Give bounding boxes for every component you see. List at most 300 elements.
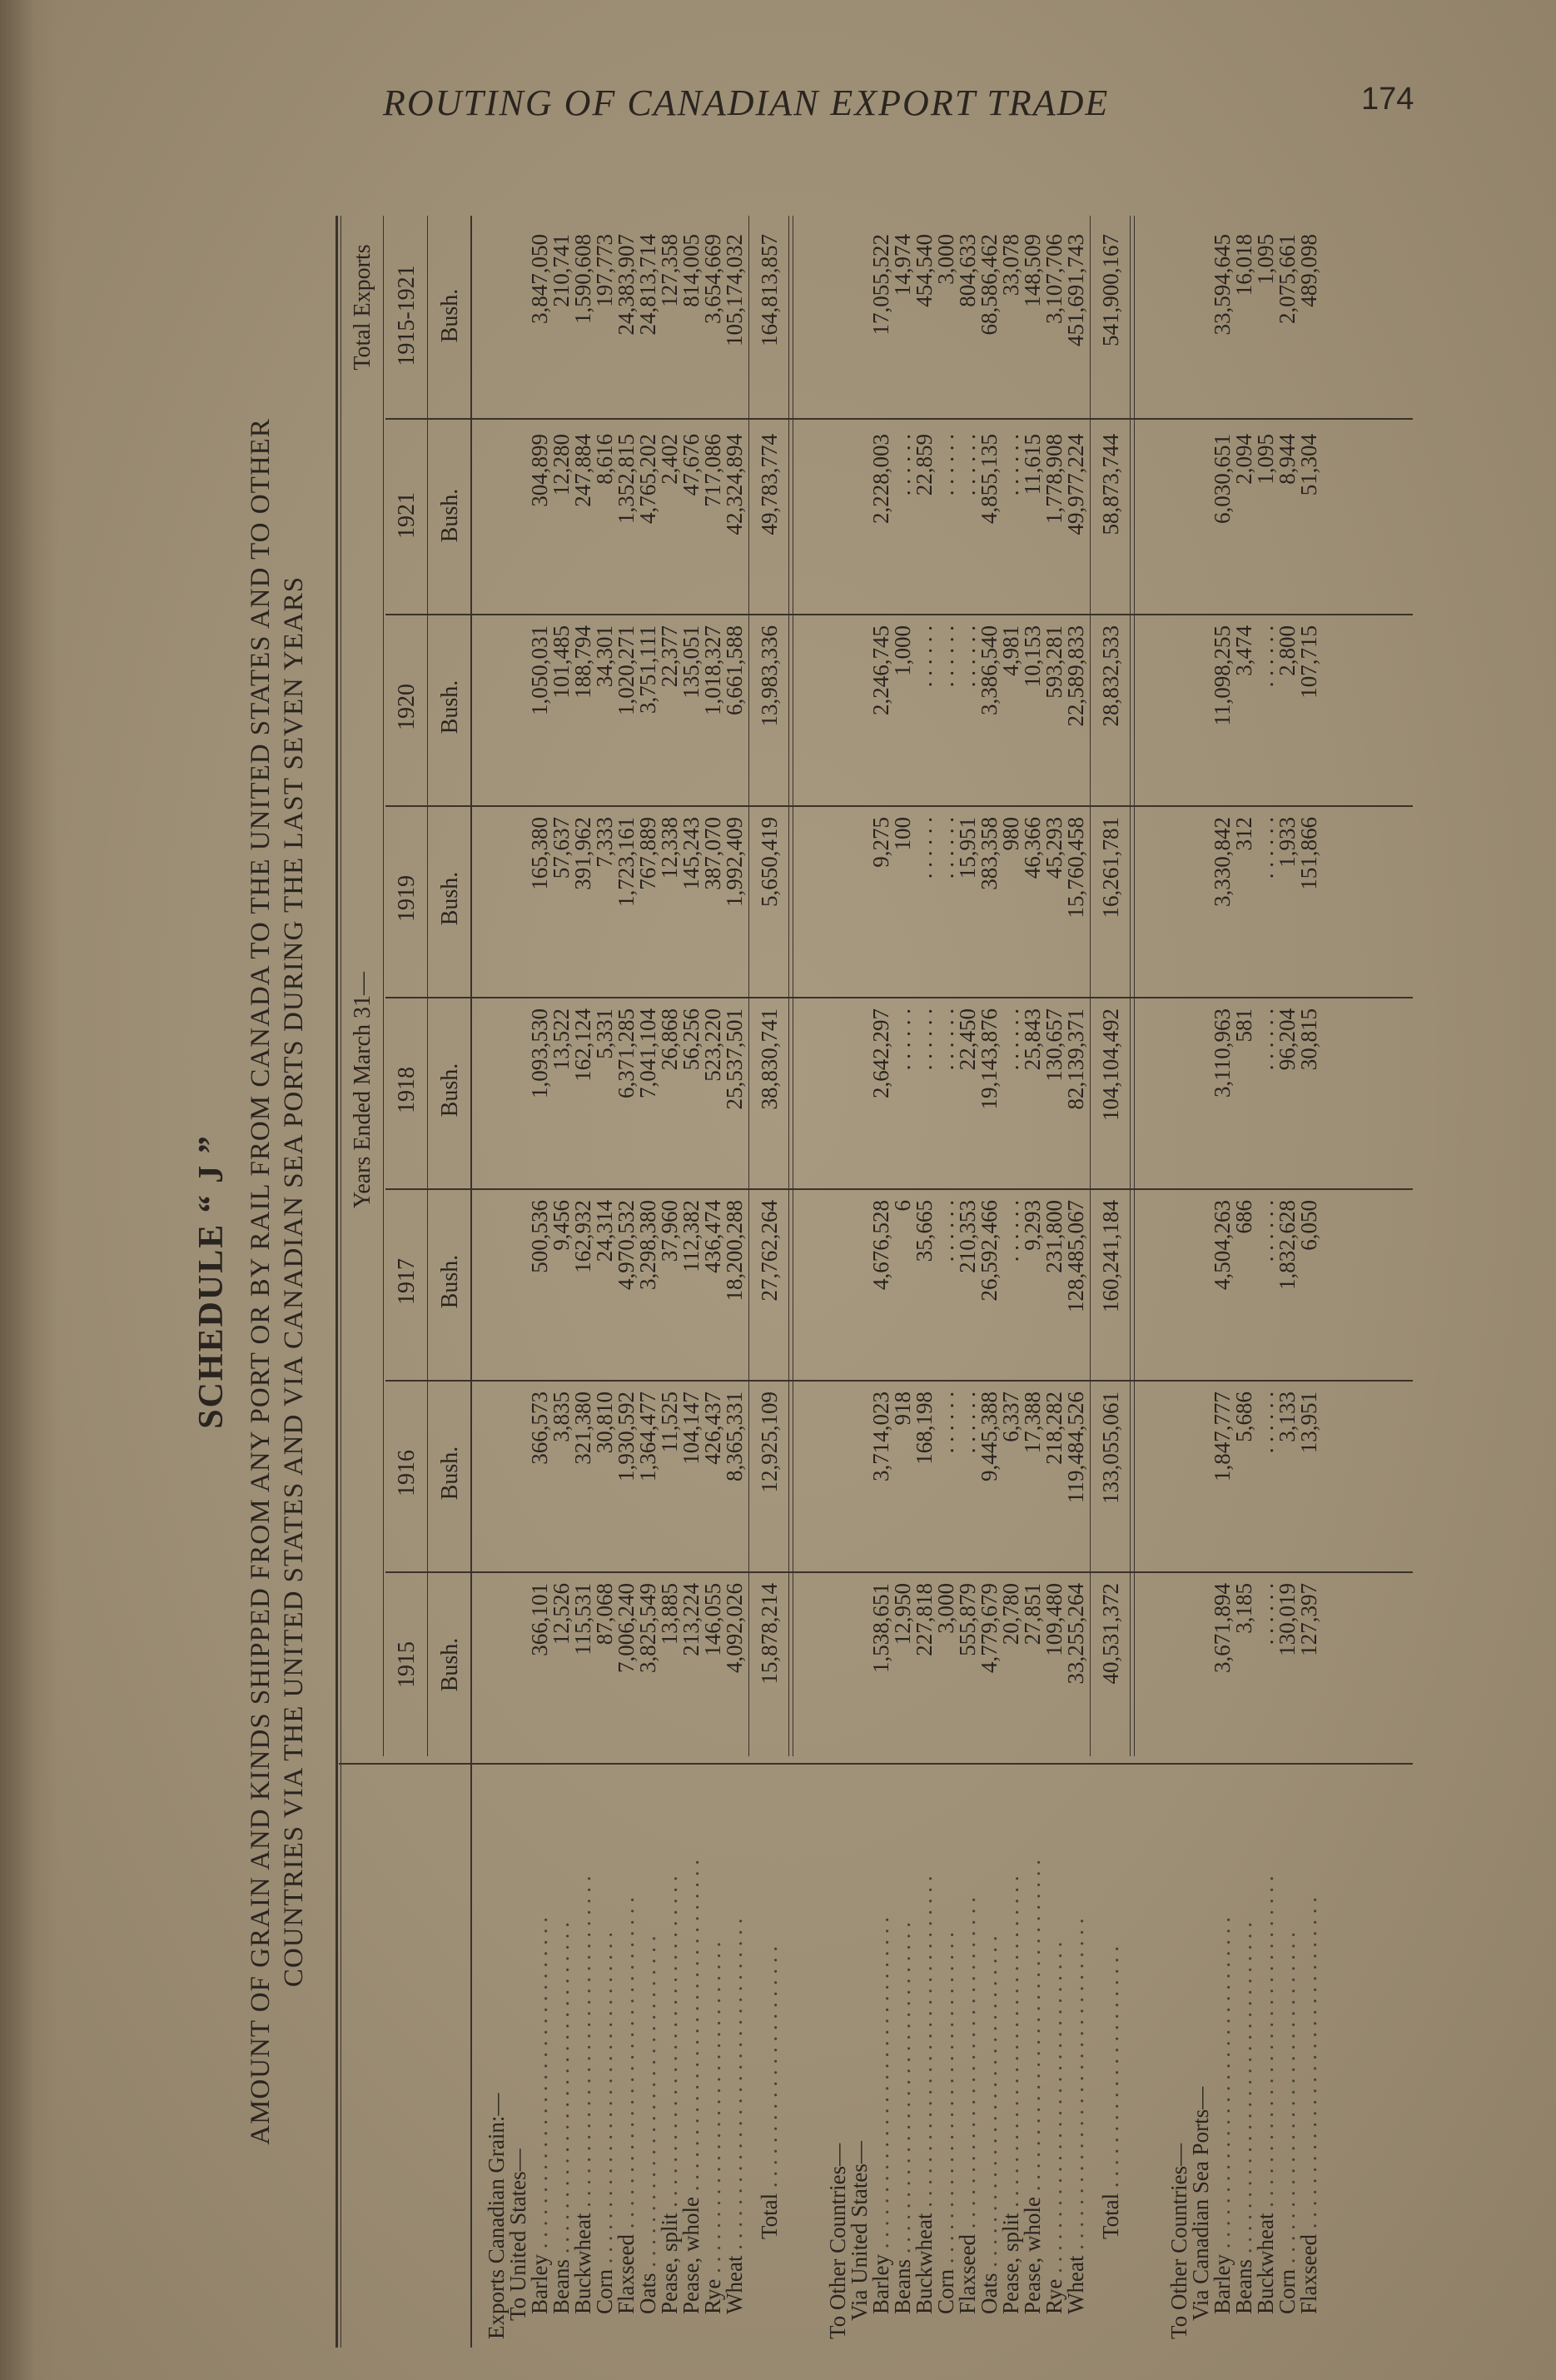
row-label bbox=[978, 1773, 1000, 2314]
table-cell: 3,654,669 bbox=[700, 234, 725, 324]
table-cell: 19,143,876 bbox=[977, 1008, 1002, 1110]
row-label-text: Flaxseed bbox=[955, 2234, 980, 2314]
row-label bbox=[1065, 1773, 1086, 2314]
section-heading: Exports Canadian Grain:— bbox=[484, 2093, 509, 2339]
table-cell: 3,000 bbox=[933, 234, 958, 285]
table-cell: 27,851 bbox=[1020, 1583, 1045, 1646]
table-cell: 593,281 bbox=[1041, 625, 1066, 699]
table-cell: 11,525 bbox=[657, 1392, 682, 1453]
total-double-rule bbox=[788, 216, 789, 1756]
row-label-text: Barley bbox=[527, 2254, 552, 2314]
total-cell: 58,873,744 bbox=[1098, 434, 1123, 535]
table-cell: 130,019 bbox=[1275, 1583, 1300, 1656]
column-rule bbox=[385, 1380, 1413, 1382]
table-cell: 218,282 bbox=[1041, 1392, 1066, 1465]
table-cell: 2,228,003 bbox=[868, 434, 893, 524]
leader-dots: . . . . . . . . . . . . . . . . . . . . . . . . . . . . . . bbox=[1231, 1922, 1256, 2260]
table-cell: 4,092,026 bbox=[722, 1583, 747, 1673]
row-label-text: Flaxseed bbox=[1296, 2234, 1321, 2314]
row-label-text: Corn bbox=[592, 2269, 617, 2314]
table-cell: 3,474 bbox=[1231, 625, 1256, 676]
table-cell: 46,366 bbox=[1020, 817, 1045, 879]
unit-header: Bush. bbox=[437, 680, 463, 734]
row-label-text: Buckwheat bbox=[570, 2213, 595, 2314]
table-cell: 146,055 bbox=[700, 1583, 725, 1656]
table-cell: 25,843 bbox=[1020, 1008, 1045, 1071]
table-cell: 489,098 bbox=[1296, 234, 1321, 307]
table-cell: 3,110,963 bbox=[1210, 1008, 1235, 1098]
table-cell: 2,402 bbox=[657, 434, 682, 485]
year-header-1920: 1920 bbox=[394, 684, 420, 730]
table-cell: 109,480 bbox=[1041, 1583, 1066, 1656]
table-cell: 717,086 bbox=[700, 434, 725, 507]
unit-header: Bush. bbox=[437, 1446, 463, 1501]
title-line-1: AMOUNT OF GRAIN AND KINDS SHIPPED FROM ANY PORT OR BY RAIL FROM CANADA TO THE UNITED STATES AND TO OTHER bbox=[246, 418, 276, 2145]
row-label bbox=[1022, 1773, 1043, 2314]
title-line-2: COUNTRIES VIA THE UNITED STATES AND VIA CANADIAN SEA PORTS DURING THE LAST SEVEN YEARS bbox=[279, 575, 309, 1988]
column-rule bbox=[385, 418, 1413, 420]
table-cell: 17,055,522 bbox=[868, 234, 893, 336]
table-cell: 312 bbox=[1231, 817, 1256, 851]
table-cell: 96,204 bbox=[1275, 1008, 1300, 1071]
table-cell: 17,388 bbox=[1020, 1392, 1045, 1454]
table-cell: 1,538,651 bbox=[868, 1583, 893, 1673]
leader-dots: . . . . . . . . . . . . . . . . . . . . . . . . . . . . . . bbox=[700, 1941, 725, 2279]
table-cell: 3,330,842 bbox=[1210, 817, 1235, 907]
table-cell: 366,573 bbox=[527, 1392, 552, 1465]
table-cell: 1,930,592 bbox=[614, 1392, 639, 1481]
table-cell: 33,078 bbox=[998, 234, 1023, 296]
table-cell: 162,932 bbox=[570, 1200, 595, 1273]
table-cell: 9,275 bbox=[868, 817, 893, 868]
table-cell: . . . . . . bbox=[912, 817, 937, 879]
table-cell: 188,794 bbox=[570, 625, 595, 699]
leader-dots: . . . . . . . . . . . . . . . . . . . . . . . . . . . . . . bbox=[614, 1897, 639, 2235]
table-cell: 165,380 bbox=[527, 817, 552, 890]
table-cell: 6,030,651 bbox=[1210, 434, 1235, 524]
table-cell: . . . . . . bbox=[998, 1200, 1023, 1262]
table-cell: 2,075,661 bbox=[1275, 234, 1300, 324]
leader-dots: . . . . . . . . . . . . . . . . . . . . . . . . . . . . . . bbox=[933, 1932, 958, 2269]
table-cell: 7,041,104 bbox=[635, 1008, 660, 1098]
row-label-text: Wheat bbox=[1063, 2255, 1088, 2314]
table-cell: 581 bbox=[1231, 1008, 1256, 1043]
table-cell: 366,101 bbox=[527, 1583, 552, 1656]
table-cell: 26,868 bbox=[657, 1008, 682, 1071]
row-label bbox=[1043, 1773, 1065, 2314]
book-binding-edge bbox=[0, 0, 58, 2380]
table-cell: . . . . . . bbox=[998, 1008, 1023, 1071]
table-cell: 1,352,815 bbox=[614, 434, 639, 524]
table-cell: 22,377 bbox=[657, 625, 682, 688]
table-cell: . . . . . . bbox=[1253, 1008, 1278, 1071]
table-cell: 6,661,588 bbox=[722, 625, 747, 715]
table-cell: 6,050 bbox=[1296, 1200, 1321, 1251]
section-heading: Via Canadian Sea Ports— bbox=[1188, 2086, 1213, 2321]
table-cell: 1,095 bbox=[1253, 434, 1278, 485]
total-cell: 13,983,336 bbox=[757, 625, 782, 727]
table-cell: 767,889 bbox=[635, 817, 660, 890]
row-label bbox=[935, 1773, 957, 2314]
years-rule bbox=[427, 216, 428, 1756]
table-cell: 918 bbox=[890, 1392, 915, 1426]
row-label-text: Barley bbox=[868, 2254, 893, 2314]
total-cell: 160,241,184 bbox=[1098, 1200, 1123, 1312]
table-cell: 51,304 bbox=[1296, 434, 1321, 496]
leader-dots: . . . . . . . . . . . . . . . . . . . . . . . . . . . . . . bbox=[722, 1918, 747, 2256]
table-cell: . . . . . . bbox=[933, 625, 958, 688]
row-label-text: Oats bbox=[977, 2273, 1002, 2314]
table-cell: 128,485,067 bbox=[1063, 1200, 1088, 1312]
year-header-1921: 1921 bbox=[394, 492, 420, 539]
table-cell: 227,818 bbox=[912, 1583, 937, 1656]
table-cell: 127,358 bbox=[657, 234, 682, 307]
table-cell: 555,879 bbox=[955, 1583, 980, 1656]
table-cell: 3,847,050 bbox=[527, 234, 552, 324]
table-cell: 387,070 bbox=[700, 817, 725, 890]
table-cell: 1,093,530 bbox=[527, 1008, 552, 1098]
table-cell: 10,153 bbox=[1020, 625, 1045, 688]
running-head: ROUTING OF CANADIAN EXPORT TRADE bbox=[383, 82, 1110, 123]
table-cell: 13,885 bbox=[657, 1583, 682, 1646]
section-heading: To Other Countries— bbox=[1166, 2143, 1191, 2339]
table-cell: 104,147 bbox=[679, 1392, 703, 1465]
table-cell: 9,445,388 bbox=[977, 1392, 1002, 1481]
table-cell: 426,437 bbox=[700, 1392, 725, 1465]
total-cell: 49,783,774 bbox=[757, 434, 782, 535]
table-cell: 436,474 bbox=[700, 1200, 725, 1273]
schedule-heading: SCHEDULE “ J ” bbox=[192, 1134, 231, 1429]
table-cell: 13,951 bbox=[1296, 1392, 1321, 1454]
table-cell: 6 bbox=[890, 1200, 915, 1212]
row-label bbox=[1276, 1773, 1298, 2314]
table-cell: 18,200,288 bbox=[722, 1200, 747, 1302]
row-label bbox=[659, 1773, 680, 2314]
leader-dots: . . . . . . . . . . . . . . . . . . . . . . . . . . . . . . bbox=[1296, 1897, 1321, 2235]
row-label bbox=[892, 1773, 913, 2314]
table-cell: 4,970,532 bbox=[614, 1200, 639, 1290]
total-double-rule bbox=[1130, 216, 1131, 1756]
table-cell: 145,243 bbox=[679, 817, 703, 890]
row-label bbox=[572, 1773, 594, 2314]
table-cell: . . . . . . bbox=[933, 434, 958, 496]
table-cell: 135,051 bbox=[679, 625, 703, 699]
column-rule bbox=[385, 805, 1413, 807]
row-label-text: Beans bbox=[890, 2259, 915, 2314]
row-label bbox=[1255, 1773, 1276, 2314]
row-label bbox=[723, 1773, 745, 2314]
table-cell: 68,586,462 bbox=[977, 234, 1002, 336]
row-label bbox=[1211, 1773, 1233, 2314]
table-cell: 22,859 bbox=[912, 434, 937, 496]
row-label-text: Corn bbox=[933, 2269, 958, 2314]
table-cell: 1,847,777 bbox=[1210, 1392, 1235, 1481]
row-label-text: Flaxseed bbox=[614, 2234, 639, 2314]
row-label bbox=[550, 1773, 572, 2314]
total-rule bbox=[748, 216, 749, 1756]
column-rule bbox=[385, 614, 1413, 615]
table-cell: 1,000 bbox=[890, 625, 915, 676]
row-label bbox=[1000, 1773, 1022, 2314]
section-heading: Via United States— bbox=[847, 2141, 872, 2321]
table-cell: 1,018,327 bbox=[700, 625, 725, 715]
leader-dots: . . . . . . . . . . . . . . . . . . . . . . . . . . . . . . bbox=[912, 1875, 937, 2213]
leader-dots: . . . . . . . . . . . . . . . . . . . . . . . . . . . . . . bbox=[1020, 1860, 1045, 2198]
table-cell: 3,671,894 bbox=[1210, 1583, 1235, 1673]
leader-dots: . . . . . . . . . . . . . . . . . . . . . . . . . . . . . . bbox=[549, 1922, 574, 2260]
table-cell: 107,715 bbox=[1296, 625, 1321, 699]
row-label bbox=[615, 1773, 637, 2314]
table-cell: 56,256 bbox=[679, 1008, 703, 1071]
year-header-1915-1921: 1915-1921 bbox=[394, 265, 420, 366]
table-cell: 7,333 bbox=[592, 817, 617, 868]
table-cell: 14,974 bbox=[890, 234, 915, 296]
table-cell: 1,723,161 bbox=[614, 817, 639, 907]
table-cell: 20,780 bbox=[998, 1583, 1023, 1646]
table-cell: 1,992,409 bbox=[722, 817, 747, 907]
table-cell: 686 bbox=[1231, 1200, 1256, 1234]
unit-header: Bush. bbox=[437, 288, 463, 343]
table-cell: . . . . . . bbox=[1253, 1200, 1278, 1262]
table-cell: 112,382 bbox=[679, 1200, 703, 1272]
leader-dots: . . . . . . . . . . . . . . . . . . . . . . . . . . . . . . bbox=[868, 1917, 893, 2255]
table-cell: 105,174,032 bbox=[722, 234, 747, 346]
table-cell: 4,676,528 bbox=[868, 1200, 893, 1290]
table-cell: 12,950 bbox=[890, 1583, 915, 1646]
table-cell: 1,778,908 bbox=[1041, 434, 1066, 524]
table-cell: 25,537,501 bbox=[722, 1008, 747, 1110]
section-heading: To Other Countries— bbox=[825, 2143, 850, 2339]
row-label-text: Rye bbox=[700, 2278, 725, 2314]
total-cell: 40,531,372 bbox=[1098, 1583, 1123, 1685]
table-cell: 87,068 bbox=[592, 1583, 617, 1646]
row-label-text: Corn bbox=[1275, 2269, 1300, 2314]
leader-dots: . . . . . . . . . . . . . . . . . . . . . . . . . . . . . . bbox=[657, 1875, 682, 2213]
table-cell: 3,751,111 bbox=[635, 625, 660, 714]
row-label bbox=[913, 1773, 935, 2314]
table-cell: 24,813,714 bbox=[635, 234, 660, 336]
table-cell: 980 bbox=[998, 817, 1023, 851]
table-cell: 12,526 bbox=[549, 1583, 574, 1646]
table-cell: 34,301 bbox=[592, 625, 617, 688]
page-number: 174 bbox=[1361, 82, 1414, 117]
table-cell: . . . . . . bbox=[912, 1008, 937, 1071]
total-cell: 5,650,419 bbox=[757, 817, 782, 907]
table-cell: 2,246,745 bbox=[868, 625, 893, 715]
total-cell: 133,055,061 bbox=[1098, 1392, 1123, 1504]
years-ended-header: Years Ended March 31— bbox=[350, 971, 375, 1209]
section-heading: To United States— bbox=[505, 2148, 530, 2321]
table-cell: 451,691,743 bbox=[1063, 234, 1088, 346]
table-cell: 3,386,540 bbox=[977, 625, 1002, 715]
table-cell: 2,094 bbox=[1231, 434, 1256, 485]
total-label bbox=[1100, 1773, 1121, 2239]
table-cell: 4,855,135 bbox=[977, 434, 1002, 524]
table-cell: 57,637 bbox=[549, 817, 574, 879]
leader-dots: . . . . . . . . . . . . . . . . . . . . . . . . . . . . . . bbox=[570, 1875, 595, 2213]
table-cell: 24,314 bbox=[592, 1200, 617, 1262]
leader-dots: . . . . . . . . . . . . . . . . . . . . . . . . . . . . . . bbox=[1253, 1875, 1278, 2213]
table-cell: 1,933 bbox=[1275, 817, 1300, 868]
table-cell: 26,592,466 bbox=[977, 1200, 1002, 1302]
table-cell: 8,616 bbox=[592, 434, 617, 485]
table-cell: 5,331 bbox=[592, 1008, 617, 1059]
total-cell: 12,925,109 bbox=[757, 1392, 782, 1493]
top-rule bbox=[336, 216, 338, 2348]
total-label-text: Total bbox=[1098, 2193, 1123, 2239]
table-cell: 13,522 bbox=[549, 1008, 574, 1071]
leader-dots: . . . . . . . . . . . . . . . . . . . . . . . . . . . . . . bbox=[998, 1875, 1023, 2213]
leader-dots: . . . . . . . . . . . . . . . . . . . . . . . . . . . . . . bbox=[890, 1922, 915, 2260]
table-cell: . . . . . . bbox=[1253, 1392, 1278, 1454]
table-cell: 11,098,255 bbox=[1210, 625, 1235, 726]
table-cell: 5,686 bbox=[1231, 1392, 1256, 1442]
total-rule bbox=[1090, 216, 1091, 1756]
table-cell: 454,540 bbox=[912, 234, 937, 307]
table-cell: 15,760,458 bbox=[1063, 817, 1088, 919]
leader-dots: . . . . . . . . . . . . . . . . . . . . . . . . . . . . . . bbox=[1041, 1941, 1066, 2279]
row-label-text: Beans bbox=[1231, 2259, 1256, 2314]
total-cell: 28,832,533 bbox=[1098, 625, 1123, 727]
row-label bbox=[529, 1773, 550, 2314]
row-label-text: Rye bbox=[1041, 2278, 1066, 2314]
table-cell: . . . . . . bbox=[998, 434, 1023, 496]
row-label-text: Pease, whole bbox=[679, 2197, 703, 2314]
table-cell: 4,779,679 bbox=[977, 1583, 1002, 1673]
table-cell: 130,657 bbox=[1041, 1008, 1066, 1082]
row-label-text: Wheat bbox=[722, 2255, 747, 2314]
total-cell: 164,813,857 bbox=[757, 234, 782, 346]
table-cell: 22,450 bbox=[955, 1008, 980, 1071]
table-cell: 37,960 bbox=[657, 1200, 682, 1262]
table-cell: 148,509 bbox=[1020, 234, 1045, 307]
table-cell: 391,962 bbox=[570, 817, 595, 890]
table-cell: 16,018 bbox=[1231, 234, 1256, 296]
table-cell: 11,615 bbox=[1020, 434, 1045, 495]
table-cell: 210,353 bbox=[955, 1200, 980, 1273]
table-cell: 8,365,331 bbox=[722, 1392, 747, 1481]
table-cell: 3,714,023 bbox=[868, 1392, 893, 1481]
row-label-text: Buckwheat bbox=[912, 2213, 937, 2314]
total-exports-header: Total Exports bbox=[350, 244, 375, 371]
table-cell: 814,005 bbox=[679, 234, 703, 307]
header-bottom-rule bbox=[470, 216, 472, 2348]
leader-dots: . . . . . . . . . . . . . . . . . . . . . . . . . . . . . . bbox=[955, 1897, 980, 2235]
table-cell: . . . . . . bbox=[890, 1008, 915, 1071]
leader-dots: . . . . . . . . . . . . . . . . . . . . . . . . . . . . . . bbox=[635, 1935, 660, 2273]
total-label bbox=[758, 1773, 780, 2239]
table-cell: . . . . . . bbox=[912, 625, 937, 688]
table-cell: 115,531 bbox=[570, 1583, 595, 1656]
table-cell: 3,835 bbox=[549, 1392, 574, 1442]
year-header-1915: 1915 bbox=[394, 1641, 420, 1688]
table-cell: 12,338 bbox=[657, 817, 682, 879]
table-cell: 4,765,202 bbox=[635, 434, 660, 524]
table-cell: 1,832,628 bbox=[1275, 1200, 1300, 1290]
table-cell: . . . . . . bbox=[933, 1008, 958, 1071]
table-cell: 9,293 bbox=[1020, 1200, 1045, 1251]
table-cell: 168,198 bbox=[912, 1392, 937, 1465]
total-cell: 541,900,167 bbox=[1098, 234, 1123, 346]
leader-dots: . . . . . . . . . . . . . . . . . . . . . . . . . . . . . . bbox=[527, 1917, 552, 2255]
table-cell: . . . . . . bbox=[1253, 1583, 1278, 1646]
column-rule bbox=[385, 997, 1413, 998]
table-cell: 213,224 bbox=[679, 1583, 703, 1656]
total-cell: 104,104,492 bbox=[1098, 1008, 1123, 1121]
table-cell: 82,139,371 bbox=[1063, 1008, 1088, 1110]
table-cell: 3,185 bbox=[1231, 1583, 1256, 1634]
unit-header: Bush. bbox=[437, 871, 463, 926]
total-double-rule bbox=[1134, 216, 1135, 1756]
table-cell: 1,590,608 bbox=[570, 234, 595, 324]
year-header-1918: 1918 bbox=[394, 1067, 420, 1113]
table-cell: 15,951 bbox=[955, 817, 980, 879]
column-rule bbox=[385, 1188, 1413, 1190]
leader-dots: . . . . . . . . . . . . . . . . . . . . . . bbox=[1098, 1945, 1123, 2193]
table-cell: 127,397 bbox=[1296, 1583, 1321, 1656]
table-cell: 1,095 bbox=[1253, 234, 1278, 285]
table-cell: 321,380 bbox=[570, 1392, 595, 1465]
table-cell: . . . . . . bbox=[955, 1392, 980, 1454]
table-cell: 49,977,224 bbox=[1063, 434, 1088, 535]
row-label bbox=[702, 1773, 723, 2314]
leader-dots: . . . . . . . . . . . . . . . . . . . . . . . . . . . . . . bbox=[592, 1932, 617, 2269]
table-cell: 101,485 bbox=[549, 625, 574, 699]
table-cell: . . . . . . bbox=[955, 434, 980, 496]
table-cell: 12,280 bbox=[549, 434, 574, 496]
table-cell: 30,815 bbox=[1296, 1008, 1321, 1071]
table-cell: 4,504,263 bbox=[1210, 1200, 1235, 1290]
table-cell: . . . . . . bbox=[955, 625, 980, 688]
row-label bbox=[957, 1773, 978, 2314]
row-label-text: Pease, split bbox=[657, 2213, 682, 2314]
row-label bbox=[637, 1773, 659, 2314]
table-cell: 523,220 bbox=[700, 1008, 725, 1082]
table-cell: 100 bbox=[890, 817, 915, 851]
table-cell: 304,899 bbox=[527, 434, 552, 507]
table-cell: 4,981 bbox=[998, 625, 1023, 676]
table-cell: 9,456 bbox=[549, 1200, 574, 1251]
table-cell: 1,364,477 bbox=[635, 1392, 660, 1481]
row-label bbox=[870, 1773, 892, 2314]
leader-dots: . . . . . . . . . . . . . . . . . . . . . . . . . . . . . . bbox=[1063, 1918, 1088, 2256]
total-label-text: Total bbox=[757, 2193, 782, 2239]
table-cell: . . . . . . bbox=[933, 1392, 958, 1454]
table-cell: . . . . . . bbox=[890, 434, 915, 496]
rotated-schedule bbox=[121, 191, 1419, 2373]
table-cell: 7,006,240 bbox=[614, 1583, 639, 1673]
table-cell: 383,358 bbox=[977, 817, 1002, 890]
row-label-text: Pease, split bbox=[998, 2213, 1023, 2314]
table-cell: 162,124 bbox=[570, 1008, 595, 1082]
total-cell: 38,830,741 bbox=[757, 1008, 782, 1110]
row-label bbox=[680, 1773, 702, 2314]
leader-dots: . . . . . . . . . . . . . . . . . . . . . . . . . . . . . . bbox=[679, 1860, 703, 2198]
unit-header: Bush. bbox=[437, 1063, 463, 1118]
table-cell: 210,741 bbox=[549, 234, 574, 307]
table-cell: 247,884 bbox=[570, 434, 595, 507]
total-cell: 16,261,781 bbox=[1098, 817, 1123, 919]
table-cell: . . . . . . bbox=[1253, 817, 1278, 879]
table-cell: 151,866 bbox=[1296, 817, 1321, 890]
table-cell: . . . . . . bbox=[933, 1200, 958, 1262]
leader-dots: . . . . . . . . . . . . . . . . . . . . . . . . . . . . . . bbox=[977, 1935, 1002, 2273]
leader-dots: . . . . . . . . . . . . . . . . . . . . . . bbox=[757, 1945, 782, 2193]
table-cell: 33,594,645 bbox=[1210, 234, 1235, 336]
column-rule bbox=[339, 1763, 1413, 1765]
table-cell: 197,773 bbox=[592, 234, 617, 307]
unit-header: Bush. bbox=[437, 488, 463, 543]
